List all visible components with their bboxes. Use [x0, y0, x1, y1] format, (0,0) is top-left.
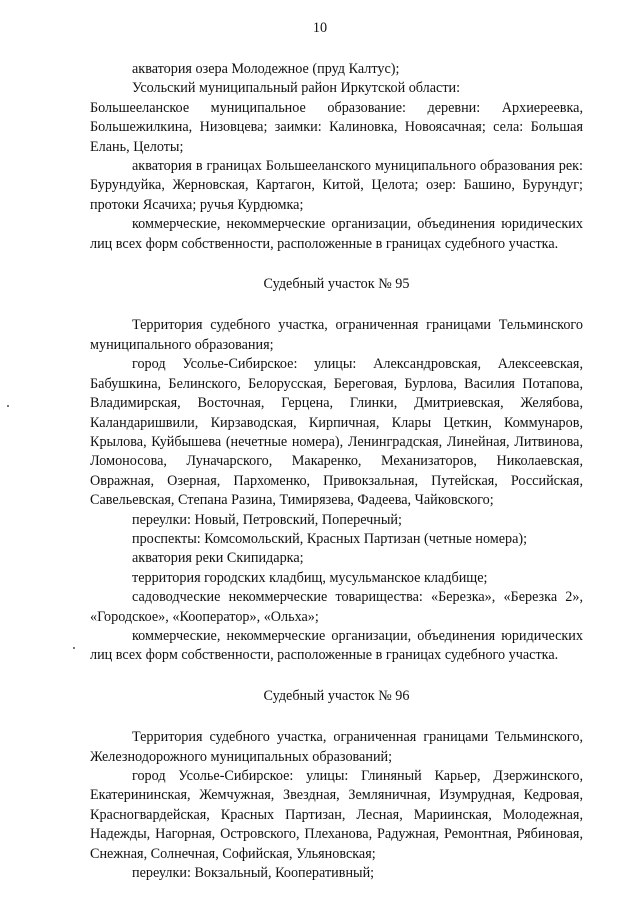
paragraph: Большееланское муниципальное образование: деревни: Архиереевка, Большежилкина, Низовцева; заимки: Калиновка, Новоясачная; села: Большая Елань, Целоты; [90, 99, 583, 155]
paragraph: акватория озера Молодежное (пруд Калтус); [132, 61, 400, 77]
paragraph: коммерческие, некоммерческие организации, объединения юридических лиц всех форм собственности, расположенные в границах судебного участка. [90, 216, 583, 252]
paragraph: акватория в границах Большееланского муниципального образования рек: Бурундуйка, Жерновская, Картагон, Китой, Целота; озер: Башино, Бурундуг; протоки Ясачиха; ручья Курдюмка; [90, 158, 583, 213]
paragraph: территория городских кладбищ, мусульманское кладбище; [132, 569, 488, 586]
paragraph: коммерческие, некоммерческие организации, объединения юридических лиц всех форм собственности, расположенные в границах судебного участка. [90, 627, 583, 664]
scan-speck [7, 405, 9, 407]
paragraph: город Усолье-Сибирское: улицы: Глиняный Карьер, Дзержинского, Екатерининская, Жемчужная, Звездная, Земляничная, Изумрудная, Кедровая, Красногвардейская, Красных Партизан, Лесная, Мариинская, Молодежная, Надежды, Нагорная, Островского, Плеханова, Радужная, Ремонтная, Рябиновая, Снежная, Солнечная, Софийская, Ульяновская; [90, 768, 583, 862]
paragraph: садоводческие некоммерческие товарищества: «Березка», «Березка 2», «Городское», «Кооператор», «Ольха»; [90, 589, 583, 625]
section-heading-96: Судебный участок № 96 [263, 687, 410, 704]
paragraph: проспекты: Комсомольский, Красных Партизан (четные номера); [132, 530, 528, 547]
paragraph: переулки: Вокзальный, Кооперативный; [132, 865, 375, 882]
paragraph: Территория судебного участка, ограниченная границами Тельминского, Железнодорожного муниципальных образований; [90, 729, 583, 765]
paragraph: город Усолье-Сибирское: улицы: Александровская, Алексеевская, Бабушкина, Белинского, Белорусская, Береговая, Бурлова, Василия Потапова, Владимирская, Восточная, Герцена, Глинки, Дмитриевская, Желябова, Каландаришвили, Кирзаводская, Кирпичная, Клары Цеткин, Коммунаров, Крылова, Куйбышева (нечетные номера), Ленинградская, Линейная, Литвинова, Ломоносова, Луначарского, Макаренко, Механизаторов, Николаевская, Овражная, Озерная, Пархоменко, Привокзальная, Путейская, Российская, Савельевская, Степана Разина, Тимирязева, Фадеева, Чайковского; [90, 356, 583, 509]
paragraph: Усольский муниципальный район Иркутской области: [132, 80, 461, 97]
paragraph: акватория реки Скипидарка; [132, 550, 304, 567]
paragraph: переулки: Новый, Петровский, Поперечный; [132, 511, 402, 528]
section-heading-95: Судебный участок № 95 [263, 276, 410, 293]
document-body [90, 60, 583, 883]
paragraph: Территория судебного участка, ограниченная границами Тельминского муниципального образования; [90, 317, 583, 353]
page-number: 10 [312, 20, 328, 36]
scan-speck [73, 647, 75, 649]
